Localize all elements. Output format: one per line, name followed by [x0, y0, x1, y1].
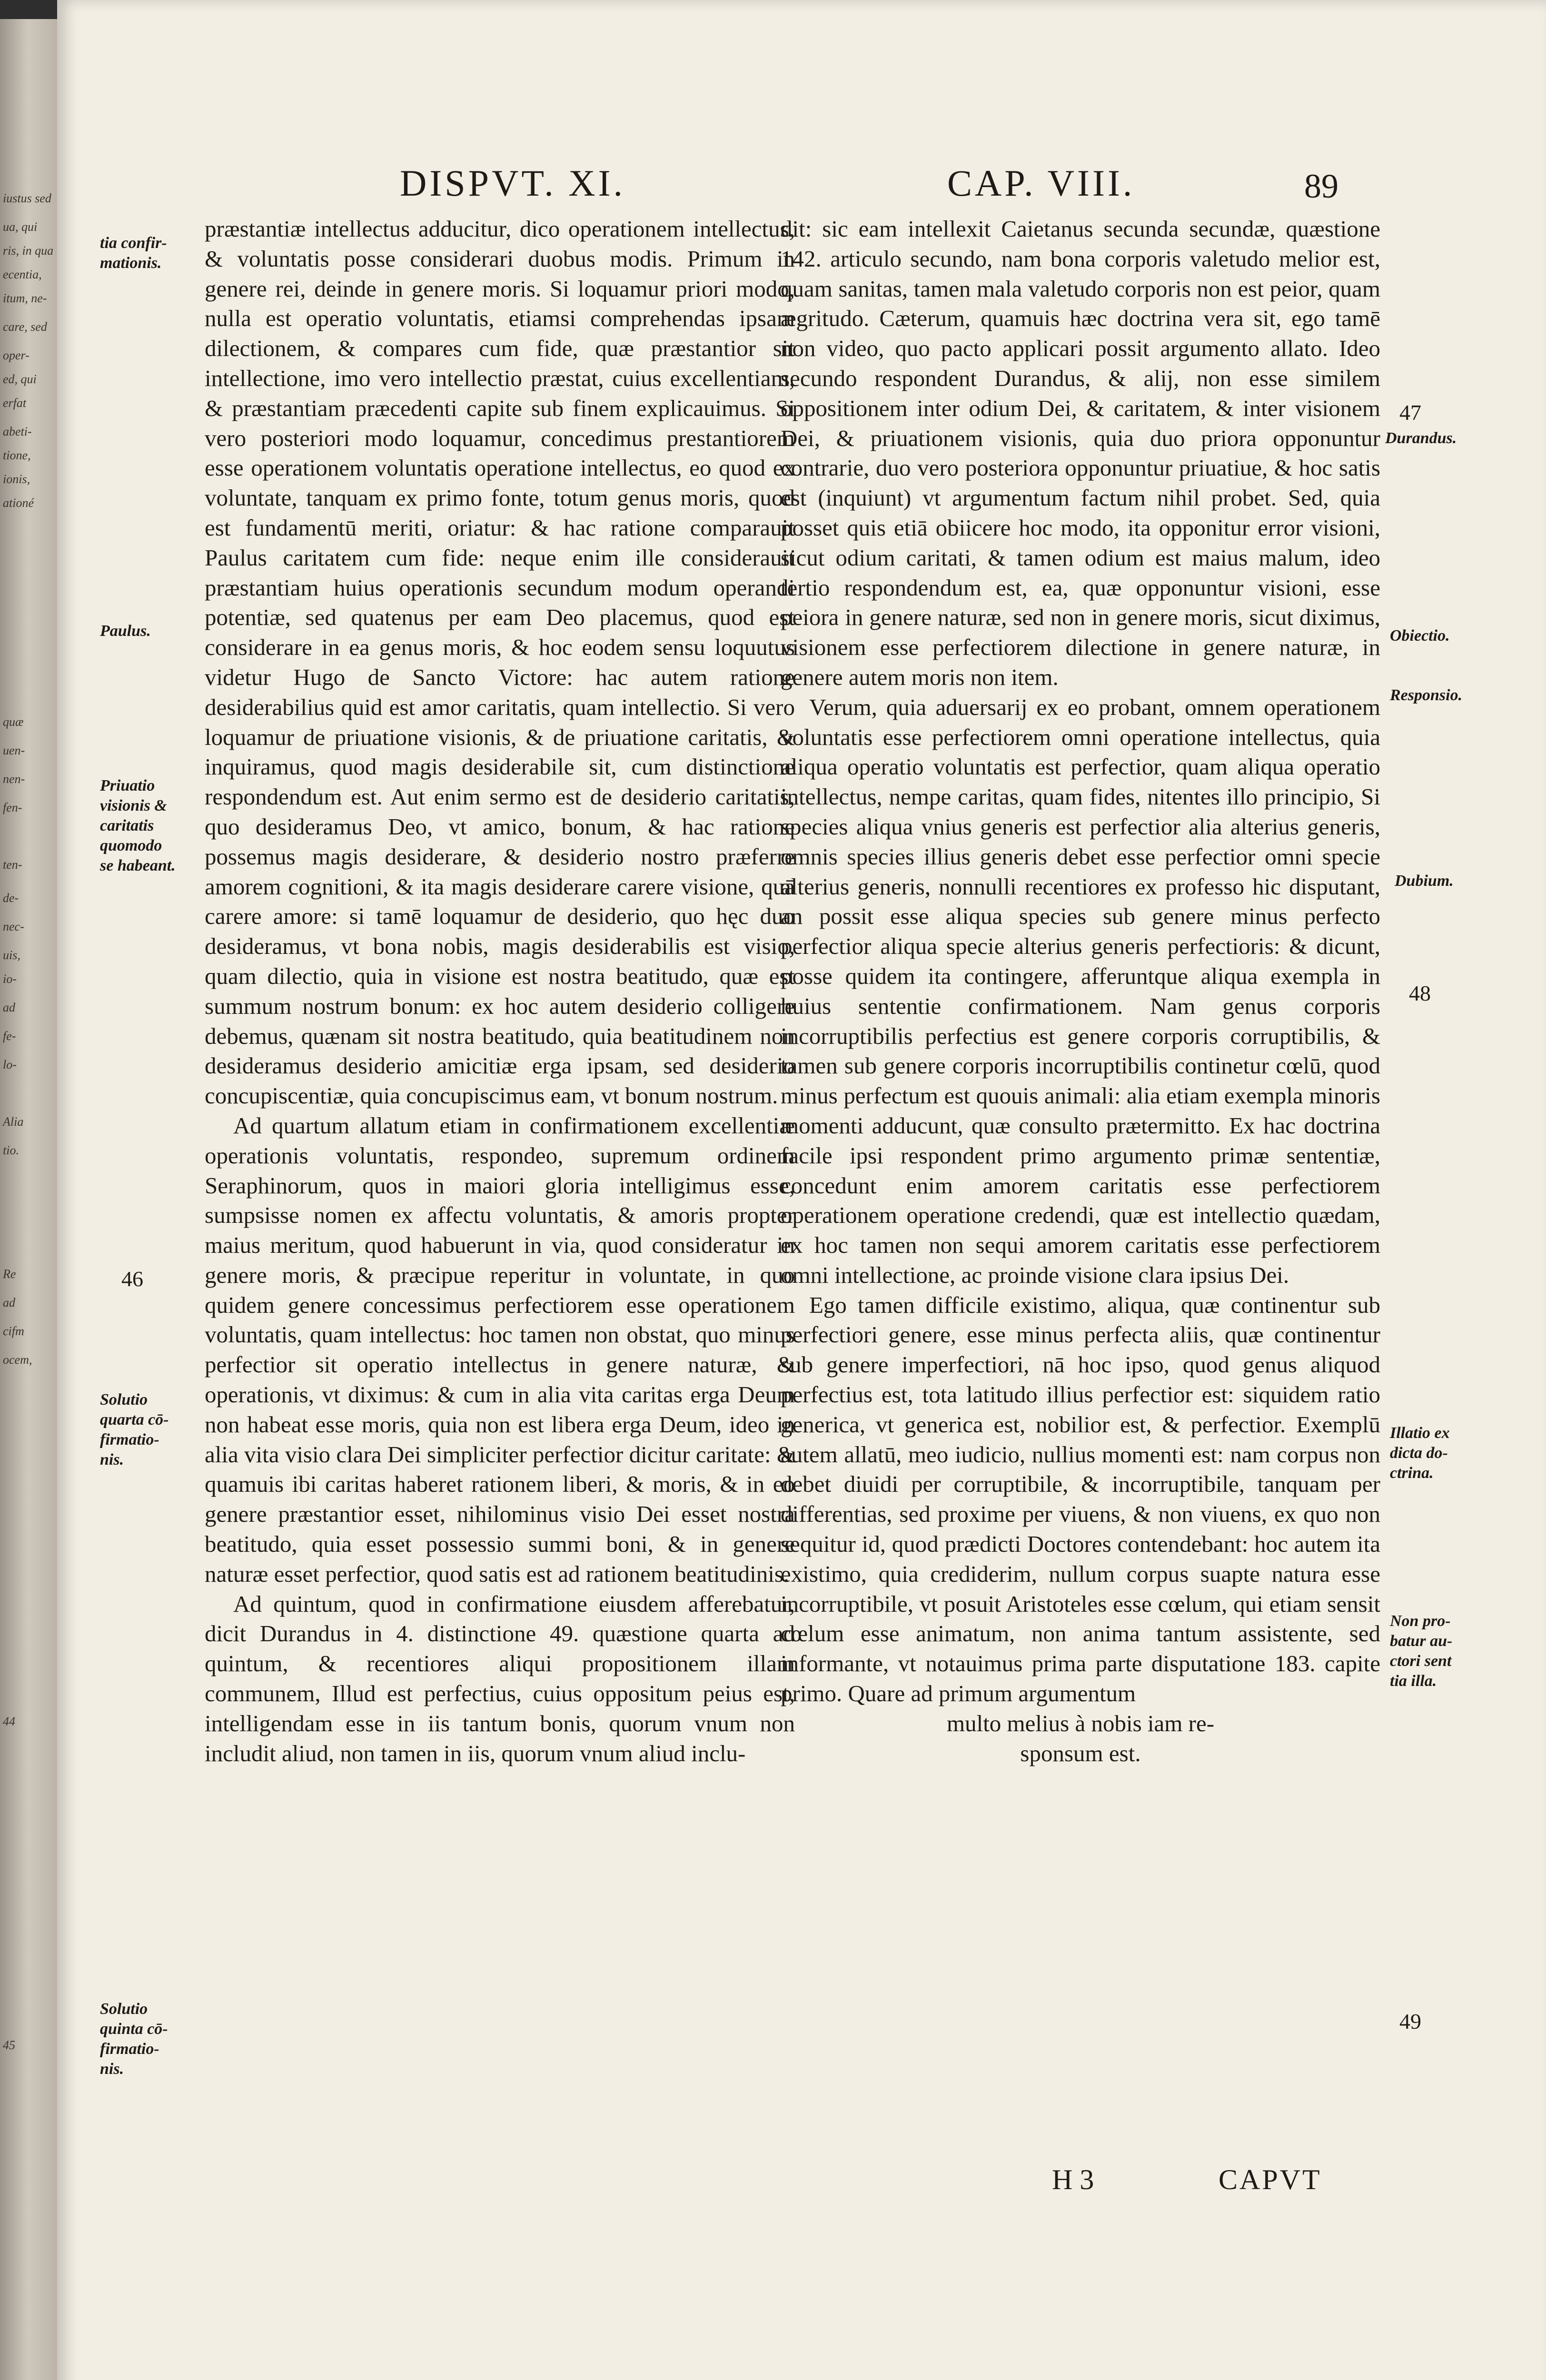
margin-note-left-3: Priuatio visionis & caritatis quomodo se habeant. [100, 777, 176, 874]
margin-note-right-6: Non pro- batur au- ctori sent tia illa. [1390, 1612, 1453, 1690]
facing-page-fragment: cifm [3, 1324, 24, 1338]
column-left [205, 214, 795, 1768]
paragraph-right-tail-2: sponsum est. [1020, 1740, 1141, 1766]
facing-page-fragment: io- [3, 972, 17, 986]
margin-number-47: 47 [1399, 400, 1421, 425]
facing-page-fragment: quæ [3, 715, 24, 729]
facing-page-fragment: ad [3, 1001, 15, 1014]
column-right [781, 214, 1380, 1768]
facing-page-fragment: de- [3, 891, 19, 905]
facing-page-fragment: care, sed [3, 320, 47, 334]
facing-page-fragment: erfat [3, 396, 27, 410]
margin-note-right-1: Durandus. [1385, 429, 1457, 447]
facing-page-edge [0, 19, 62, 2380]
facing-page-fragment: lo- [3, 1058, 17, 1071]
paragraph-right-1: dit: sic eam intellexit Caietanus secunda secundæ, quæstione 142. articulo secundo, nam bona corporis valetudo melior est, quam sanitas, tamen mala valetudo corporis non est peior, quam ægritudo. Cæterum, quamuis hæc doctrina vera sit, ego tamē non video, quo pacto applicari possit argumento allato. Ideo secundo respondent Durandus, & alij, non esse similem oppositionem inter odium Dei, & caritatem, & inter visionem Dei, & priuationem visionis, quia duo priora opponuntur contrarie, duo vero posteriora opponuntur priuatiue, & hoc satis est (inquiunt) vt argumentum factum nihil probet. Sed, quia posset quis etiā obiicere hoc modo, ita opponitur error visioni, sicut odium caritati, & tamen odium est maius malum, ideo tertio respondendum est, ea, quæ opponuntur visioni, esse peiora in genere naturæ, sed non in genere moris, sicut diximus, visionem esse perfectiorem dilectione in genere naturæ, in genere autem moris non item. [781, 216, 1380, 690]
margin-number-46: 46 [121, 1267, 143, 1291]
running-head-left: DISPVT. XI. [400, 162, 626, 204]
margin-note-left-4: Solutio quarta cō- firmatio- nis. [100, 1391, 169, 1468]
paragraph-right-2: Verum, quia aduersarij ex eo probant, omnem operationem voluntatis esse perfectiorem omni operatione intellectus, quia aliqua operatio voluntatis est perfectior, quam aliqua operatio intellectus, nempe caritas, quam fides, nitentes illo principio, Si species aliqua vnius generis est perfectior alia alterius generis, omnis species illius generis debet esse perfectior omni specie alterius generis, nonnulli recentiores ex professo hic disputant, an possit esse aliqua species sub genere minus perfecto perfectior aliqua specie alterius generis perfectioris: & dicunt, posse quidem ita contingere, afferuntque aliqua exempla in huius sententie confirmationem. Nam genus corporis incorruptibilis perfectius est genere corporis corruptibilis, & tamen sub genere corporis incorruptibilis continetur cœlū, quod minus perfectum est quouis animali: alia etiam exempla minoris momenti adducunt, quæ consulto prætermitto. Ex hac doctrina facile ipsi respondent primo argumento primæ sententiæ, concedunt enim amorem caritatis esse perfectiorem operationem operatione credendi, quæ est intellectio quædam, ex hoc tamen non sequi amorem caritatis esse perfectiorem omni intellectione, ac proinde visione clara ipsius Dei. [781, 694, 1380, 1288]
facing-page-fragment: uen- [3, 744, 25, 757]
paragraph-right-tail-1: multo melius à nobis iam re- [946, 1710, 1215, 1736]
paragraph-left-1: præstantiæ intellectus adducitur, dico operationem intellectus, & voluntatis posse considerari duobus modis. Primum in genere rei, deinde in genere moris. Si loquamur priori modo, nulla est operatio voluntatis, etiamsi comprehendas ipsam dilectionem, & compares cum fide, quæ præstantior sit intellectione, imo vero intellectio præstat, cuius excellentiam, & præstantiam præcedenti capite sub finem explicauimus. Si vero posteriori modo loquamur, concedimus prestantiorem esse operationem voluntatis operatione intellectus, eo quod ex voluntate, tanquam ex primo fonte, totum genus moris, quod est fundamentū meriti, oriatur: & hac ratione comparauit Paulus caritatem cum fide: neque enim ille considerauit præstantiam huius operationis secundum modum operandi potentiæ, sed quatenus per eam Deo placemus, quod est considerare in ea genus moris, & hoc eodem sensu loquutus videtur Hugo de Sancto Victore: hac autem ratione desiderabilius quid est amor caritatis, quam intellectio. Si vero loquamur de priuatione visionis, & de priuatione caritatis, & inquiramus, quod magis desiderabile sit, cum distinctione respondendum est. Aut enim sermo est de desiderio caritatis, quo desideramus Deo, vt amico, bonum, & hac ratione possemus magis desiderare, & desiderio nostro præferre amorem cognitioni, & ita magis desiderare carere visione, quā carere amore: si tamē loquamur de desiderio, quo hęc duo desideramus, vt bona nobis, magis desiderabilis est visio, quam dilectio, quia in visione est nostra beatitudo, quæ est summum nostrum bonum: ex hoc autem desiderio colligere debemus, quænam sit nostra beatitudo, quia beatitudinem non desideramus desiderio amicitiæ erga ipsam, sed desiderio concupiscentiæ, quia concupiscimus eam, vt bonum nostrum. [205, 216, 795, 1109]
margin-note-left-1: tia confir- mationis. [100, 234, 167, 272]
facing-page-fragment: ten- [3, 858, 22, 872]
margin-number-49: 49 [1399, 2009, 1421, 2033]
facing-page-fragment: ad [3, 1296, 15, 1309]
facing-page-fragment: oper- [3, 348, 30, 362]
margin-note-right-5: Illatio ex dicta do- ctrina. [1390, 1424, 1450, 1482]
page [57, 0, 1546, 2380]
margin-note-right-3: Responsio. [1390, 686, 1463, 704]
facing-page-fragment: ris, in qua [3, 244, 54, 258]
facing-page-fragment: fe- [3, 1029, 16, 1043]
facing-page-fragment: nen- [3, 772, 25, 786]
margin-note-right-2: Obiectio. [1390, 627, 1450, 645]
facing-page-fragment: ed, qui [3, 372, 37, 386]
facing-page-fragment: abeti- [3, 425, 32, 438]
facing-page-fragment: nec- [3, 920, 24, 933]
facing-page-fragment: tione, [3, 448, 31, 462]
facing-page-fragment: ecentia, [3, 268, 42, 281]
paragraph-right-3: Ego tamen difficile existimo, aliqua, quæ continentur sub perfectiori genere, esse minus perfecta aliis, quæ continentur sub genere imperfectiori, nā hoc ipso, quod genus aliquod perfectius est, tota latitudo illius perfectior est: siquidem ratio generica, vt generica est, nobilior est, & perfectior. Exemplū autem allatū, meo iudicio, nullius momenti est: nam corpus non debet diuidi per corruptibile, & incorruptibile, tanquam per differentias, sed proxime per viuens, & non viuens, ex quo non sequitur id, quod prædicti Doctores contendebant: hoc autem ita existimo, quia crediderim, nullum corpus suapte natura esse incorruptibile, vt posuit Aristoteles esse cœlum, qui etiam sensit cœlum esse animatum, non anima tantum assistente, sed informante, vt notauimus prima parte disputatione 183. capite primo. Quare ad primum argumentum [781, 1291, 1380, 1707]
margin-note-right-4: Dubium. [1395, 872, 1454, 890]
running-head-right: CAP. VIII. [947, 162, 1135, 204]
margin-number-48: 48 [1409, 981, 1431, 1005]
paragraph-left-2: Ad quartum allatum etiam in confirmationem excellentiæ operationis voluntatis, respondeo, supremum ordinem Seraphinorum, quos in maiori gloria intelligimus esse, sumpsisse nomen ex affectu voluntatis, & amoris propter maius meritum, quod habuerunt in via, quod consideratur in genere moris, & præcipue reperitur in voluntate, in quo quidem genere concessimus perfectiorem esse operationem voluntatis, quam intellectus: hoc tamen non obstat, quo minus perfectior sit operatio intellectus in genere naturæ, & operationis, vt diximus: & cum in alia vita caritas erga Deum non habeat esse moris, quia non est libera erga Deum, ideo in alia vita visio clara Dei simpliciter perfectior dicitur caritate: & quamuis ibi caritas haberet rationem liberi, & moris, & in eo genere præstantior esset, nihilominus visio Dei esset nostra beatitudo, quia esset possessio summi boni, & in genere naturæ esset perfectior, quod satis est ad rationem beatitudinis. [205, 1112, 795, 1587]
facing-page-fragment: tio. [3, 1143, 19, 1157]
facing-page-fragment: itum, ne- [3, 291, 47, 305]
facing-page-fragment: fen- [3, 801, 22, 814]
catchword: CAPVT [1219, 2164, 1322, 2195]
facing-page-fragment: Alia [3, 1115, 24, 1129]
facing-page-fragment: 45 [3, 2038, 15, 2052]
margin-note-left-2: Paulus. [100, 622, 151, 640]
facing-page-fragment: uis, [3, 948, 20, 962]
facing-page-fragment: iustus sed [3, 191, 51, 205]
facing-page-fragment: Re [3, 1267, 16, 1281]
facing-page-fragment: ionis, [3, 472, 30, 486]
facing-page-fragment: ocem, [3, 1353, 32, 1367]
paragraph-left-3: Ad quintum, quod in confirmatione eiusdem afferebatur, dicit Durandus in 4. distinctione 49. quæstione quarta ad quintum, & recentiores aliqui propositionem illam communem, Illud est perfectius, cuius oppositum peius est, intelligendam esse in iis tantum bonis, quorum vnum non includit aliud, non tamen in iis, quorum vnum aliud inclu- [205, 1590, 795, 1766]
facing-page-fragment: ationé [3, 496, 34, 510]
facing-page-fragment: 44 [3, 1715, 15, 1728]
page-number: 89 [1304, 167, 1338, 205]
signature-mark: H 3 [1052, 2164, 1094, 2195]
margin-note-left-5: Solutio quinta cō- firmatio- nis. [100, 2000, 168, 2078]
facing-page-fragment: ua, qui [3, 220, 38, 234]
